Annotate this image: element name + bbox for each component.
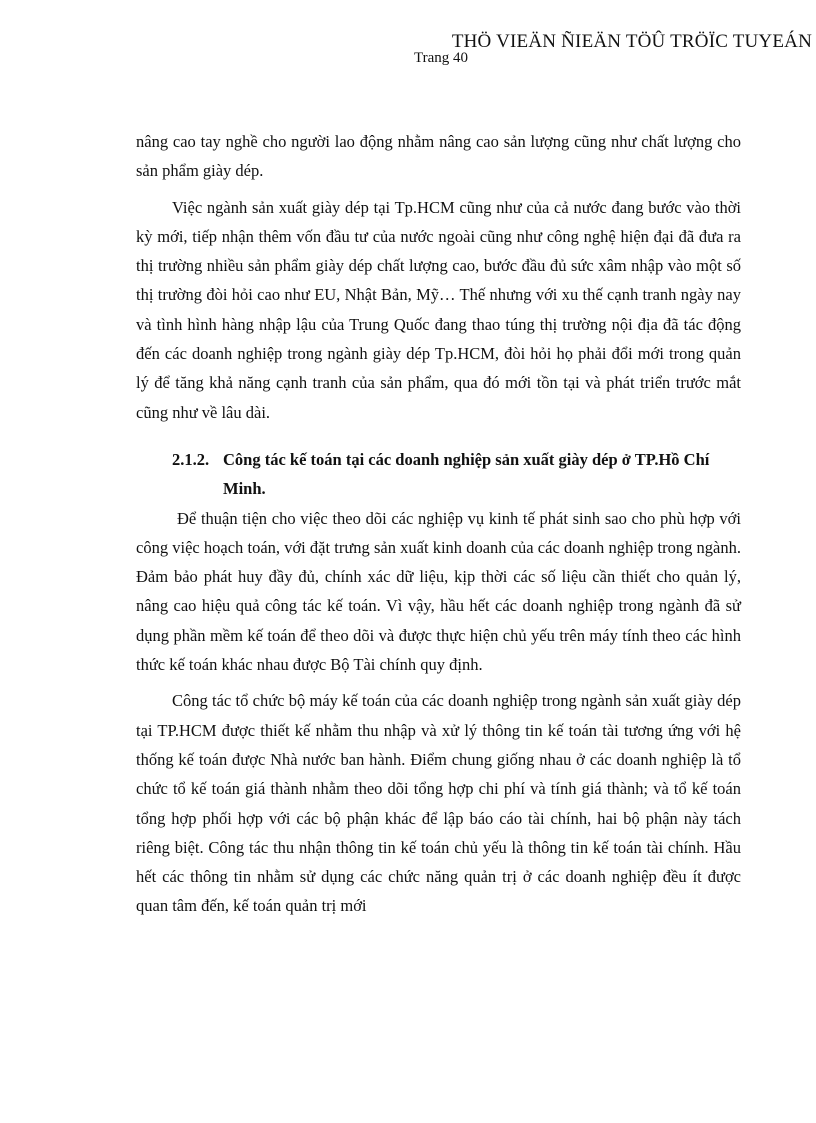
section-title: Công tác kế toán tại các doanh nghiệp sản xuất giày dép ở TP.Hồ Chí Minh.: [223, 449, 710, 499]
paragraph-3: Để thuận tiện cho việc theo dõi các nghiệp vụ kinh tế phát sinh sao cho phù hợp với công việc hoạch toán, với đặt trưng sản xuất kinh doanh của các doanh nghiệp trong ngành. Đảm bảo phát huy đầy đủ, chính xác dữ liệu, kịp thời các số liệu cần thiết cho quản lý, nâng cao hiệu quả công tác kế toán. Vì vậy, hầu hết các doanh nghiệp trong ngành đã sử dụng phần mềm kế toán để theo dõi và được thực hiện chủ yếu trên máy tính theo các hình thức kế toán khác nhau được Bộ Tài chính quy định.: [136, 508, 741, 675]
section-heading: [172, 445, 741, 504]
document-body: [136, 127, 741, 921]
paragraph-2: Việc ngành sản xuất giày dép tại Tp.HCM cũng như của cả nước đang bước vào thời kỳ mới, tiếp nhận thêm vốn đầu tư của nước ngoài cũng như công nghệ hiện đại đã đưa ra thị trường nhiều sản phẩm giày dép chất lượng cao, bước đầu đủ sức xâm nhập vào một số thị trường đòi hỏi cao như EU, Nhật Bản, Mỹ… Thế nhưng với xu thế cạnh tranh ngày nay và tình hình hàng nhập lậu của Trung Quốc đang thao túng thị trường nội địa đã tác động đến các doanh nghiệp trong ngành giày dép Tp.HCM, đòi hỏi họ phải đổi mới trong quản lý để tăng khả năng cạnh tranh của sản phẩm, qua đó mới tồn tại và phát triển trước mắt cũng như về lâu dài.: [136, 197, 741, 422]
paragraph-1: nâng cao tay nghề cho người lao động nhằm nâng cao sản lượng cũng như chất lượng cho sản phẩm giày dép.: [136, 132, 741, 181]
header-brand: THÖ VIEÄN ÑIEÄN TÖÛ TRÖÏC TUYEÁN: [451, 31, 812, 52]
page-number: Trang 40: [413, 50, 469, 66]
section-number: 2.1.2.: [172, 449, 210, 469]
paragraph-4: Công tác tổ chức bộ máy kế toán của các doanh nghiệp trong ngành sản xuất giày dép tại TP.HCM được thiết kế nhằm thu nhập và xử lý thông tin kế toán tài tương ứng với hệ thống kế toán được Nhà nước ban hành. Điểm chung giống nhau ở các doanh nghiệp là tổ chức tổ kế toán giá thành nhằm theo dõi tổng hợp chi phí và tính giá thành; và tổ kế toán tổng hợp phối hợp với các bộ phận khác để lập báo cáo tài chính, hai bộ phận này tách riêng biệt. Công tác thu nhận thông tin kế toán chủ yếu là thông tin kế toán tài chính. Hầu hết các thông tin nhằm sử dụng các chức năng quản trị ở các doanh nghiệp đều ít được quan tâm đến, kế toán quản trị mới: [136, 691, 741, 916]
